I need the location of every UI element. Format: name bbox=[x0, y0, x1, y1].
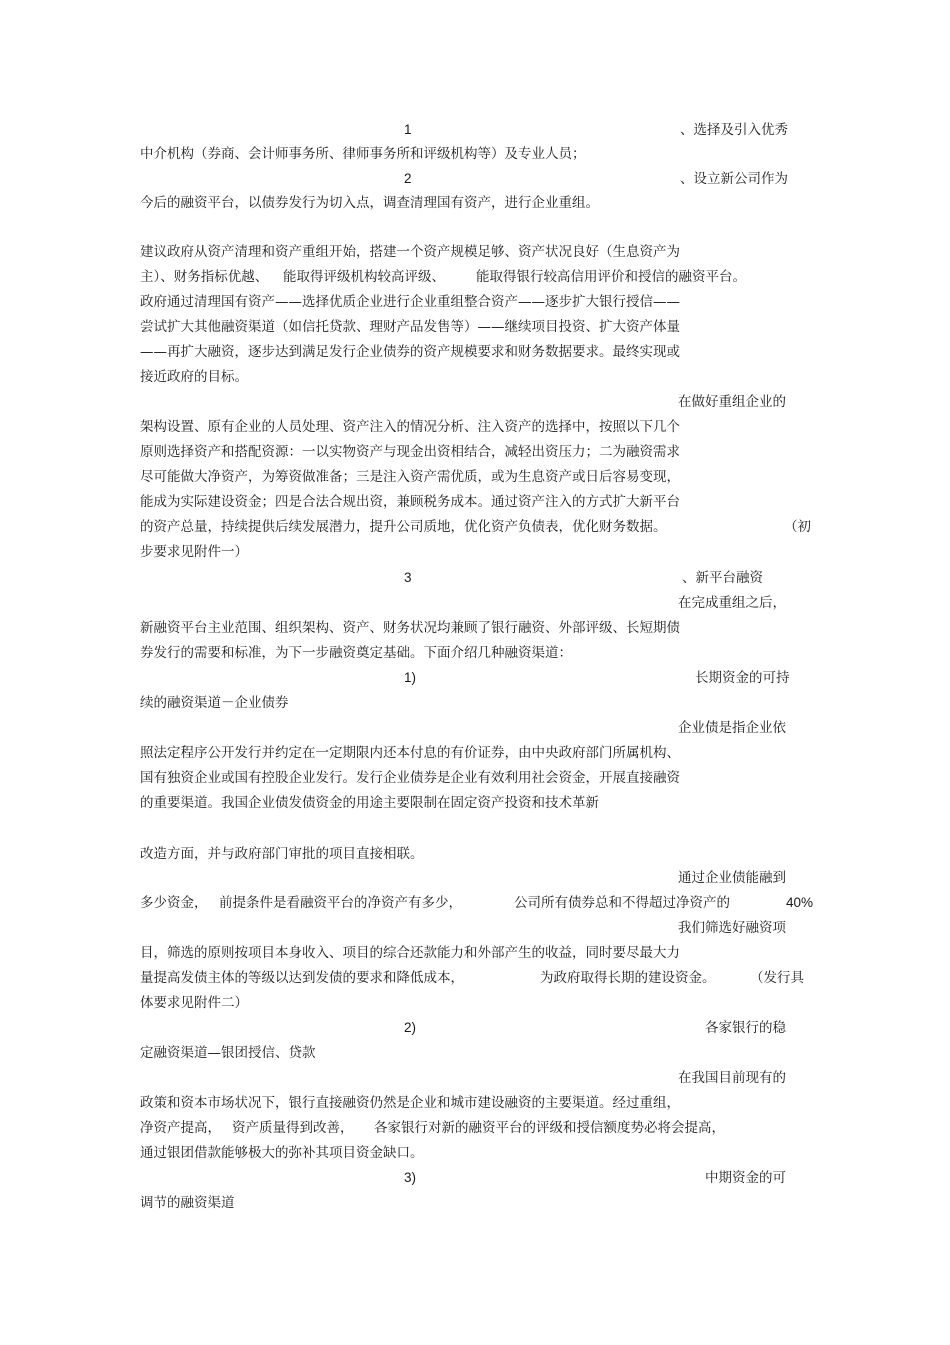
text-line: 能取得评级机构较高评级、 bbox=[283, 269, 445, 285]
text-line: 中介机构（券商、会计师事务所、律师事务所和评级机构等）及专业人员； bbox=[140, 146, 586, 162]
text-line: 调节的融资渠道 bbox=[140, 1195, 235, 1211]
text-line: 各家银行的稳 bbox=[705, 1020, 786, 1036]
text-line: ——再扩大融资，逐步达到满足发行企业债券的资产规模要求和财务数据要求。最终实现或 bbox=[140, 344, 680, 360]
text-line: 2) bbox=[404, 1020, 417, 1035]
text-line: 1) bbox=[404, 670, 417, 685]
text-line: 续的融资渠道－企业债券 bbox=[140, 695, 289, 711]
text-line: 、新平台融资 bbox=[682, 570, 763, 586]
text-line: （发行具 bbox=[750, 970, 804, 986]
text-line: 建议政府从资产清理和资产重组开始，搭建一个资产规模足够、资产状况良好（生息资产为 bbox=[140, 244, 680, 260]
text-line: 长期资金的可持 bbox=[695, 670, 790, 686]
text-line: 尝试扩大其他融资渠道（如信托贷款、理财产品发售等）——继续项目投资、扩大资产体量 bbox=[140, 319, 680, 335]
text-line: 尽可能做大净资产，为筹资做准备；三是注入资产需优质，或为生息资产或日后容易变现， bbox=[140, 469, 680, 485]
text-line: 定融资渠道—银团授信、贷款 bbox=[140, 1045, 316, 1061]
text-line: 在完成重组之后， bbox=[678, 595, 786, 611]
text-line: 接近政府的目标。 bbox=[140, 369, 248, 385]
text-line: 为政府取得长期的建设资金。 bbox=[540, 970, 716, 986]
text-line: 原则选择资产和搭配资源：一以实物资产与现金出资相结合，减轻出资压力；二为融资需求 bbox=[140, 444, 680, 460]
text-line: 企业债是指企业依 bbox=[678, 720, 786, 736]
text-line: 通过银团借款能够极大的弥补其项目资金缺口。 bbox=[140, 1145, 424, 1161]
text-line: 在我国目前现有的 bbox=[678, 1070, 786, 1086]
text-line: 照法定程序公开发行并约定在一定期限内还本付息的有价证券，由中央政府部门所属机构、 bbox=[140, 745, 680, 761]
text-line: 公司所有债券总和不得超过净资产的 bbox=[514, 895, 730, 911]
text-line: 政策和资本市场状况下，银行直接融资仍然是企业和城市建设融资的主要渠道。经过重组， bbox=[140, 1095, 680, 1111]
text-line: 通过企业债能融到 bbox=[678, 870, 786, 886]
text-line: 3 bbox=[404, 570, 412, 585]
text-line: 资产质量得到改善， bbox=[232, 1120, 354, 1136]
text-line: 改造方面，并与政府部门审批的项目直接相联。 bbox=[140, 846, 424, 862]
text-line: （初 bbox=[784, 519, 811, 535]
text-line: 、设立新公司作为 bbox=[680, 171, 788, 187]
text-line: 各家银行对新的融资平台的评级和授信额度势必将会提高， bbox=[374, 1120, 725, 1136]
text-line: 的重要渠道。我国企业债发债资金的用途主要限制在固定资产投资和技术革新 bbox=[140, 795, 599, 811]
text-line: 今后的融资平台，以债券发行为切入点，调查清理国有资产，进行企业重组。 bbox=[140, 195, 599, 211]
text-line: 架构设置、原有企业的人员处理、资产注入的情况分析、注入资产的选择中，按照以下几个 bbox=[140, 419, 680, 435]
text-line: 中期资金的可 bbox=[705, 1170, 786, 1186]
text-line: 目，筛选的原则按项目本身收入、项目的综合还款能力和外部产生的收益，同时要尽最大力 bbox=[140, 945, 680, 961]
text-line: 券发行的需要和标准，为下一步融资奠定基础。下面介绍几种融资渠道： bbox=[140, 645, 572, 661]
text-line: 量提高发债主体的等级以达到发债的要求和降低成本， bbox=[140, 970, 464, 986]
text-line: 能取得银行较高信用评价和授信的融资平台。 bbox=[476, 269, 746, 285]
text-line: 1 bbox=[404, 122, 412, 137]
text-line: 我们筛选好融资项 bbox=[678, 920, 786, 936]
text-line: 、选择及引入优秀 bbox=[680, 122, 788, 138]
text-line: 的资产总量，持续提供后续发展潜力，提升公司质地，优化资产负债表，优化财务数据。 bbox=[140, 519, 667, 535]
text-line: 体要求见附件二） bbox=[140, 995, 248, 1011]
text-line: 能成为实际建设资金；四是合法合规出资，兼顾税务成本。通过资产注入的方式扩大新平台 bbox=[140, 494, 680, 510]
text-line: 新融资平台主业范围、组织架构、资产、财务状况均兼顾了银行融资、外部评级、长短期债 bbox=[140, 620, 680, 636]
text-line: 净资产提高， bbox=[140, 1120, 221, 1136]
text-line: 在做好重组企业的 bbox=[678, 394, 786, 410]
text-line: 政府通过清理国有资产——选择优质企业进行企业重组整合资产——逐步扩大银行授信—— bbox=[140, 294, 680, 310]
text-line: 国有独资企业或国有控股企业发行。发行企业债券是企业有效利用社会资金，开展直接融资 bbox=[140, 770, 680, 786]
text-line: 步要求见附件一） bbox=[140, 544, 248, 560]
text-line: 40% bbox=[786, 895, 814, 910]
text-line: 主）、财务指标优越、 bbox=[140, 269, 269, 285]
text-line: 前提条件是看融资平台的净资产有多少， bbox=[219, 895, 462, 911]
text-line: 3) bbox=[404, 1170, 417, 1185]
text-line: 2 bbox=[404, 171, 412, 186]
text-line: 多少资金， bbox=[140, 895, 208, 911]
